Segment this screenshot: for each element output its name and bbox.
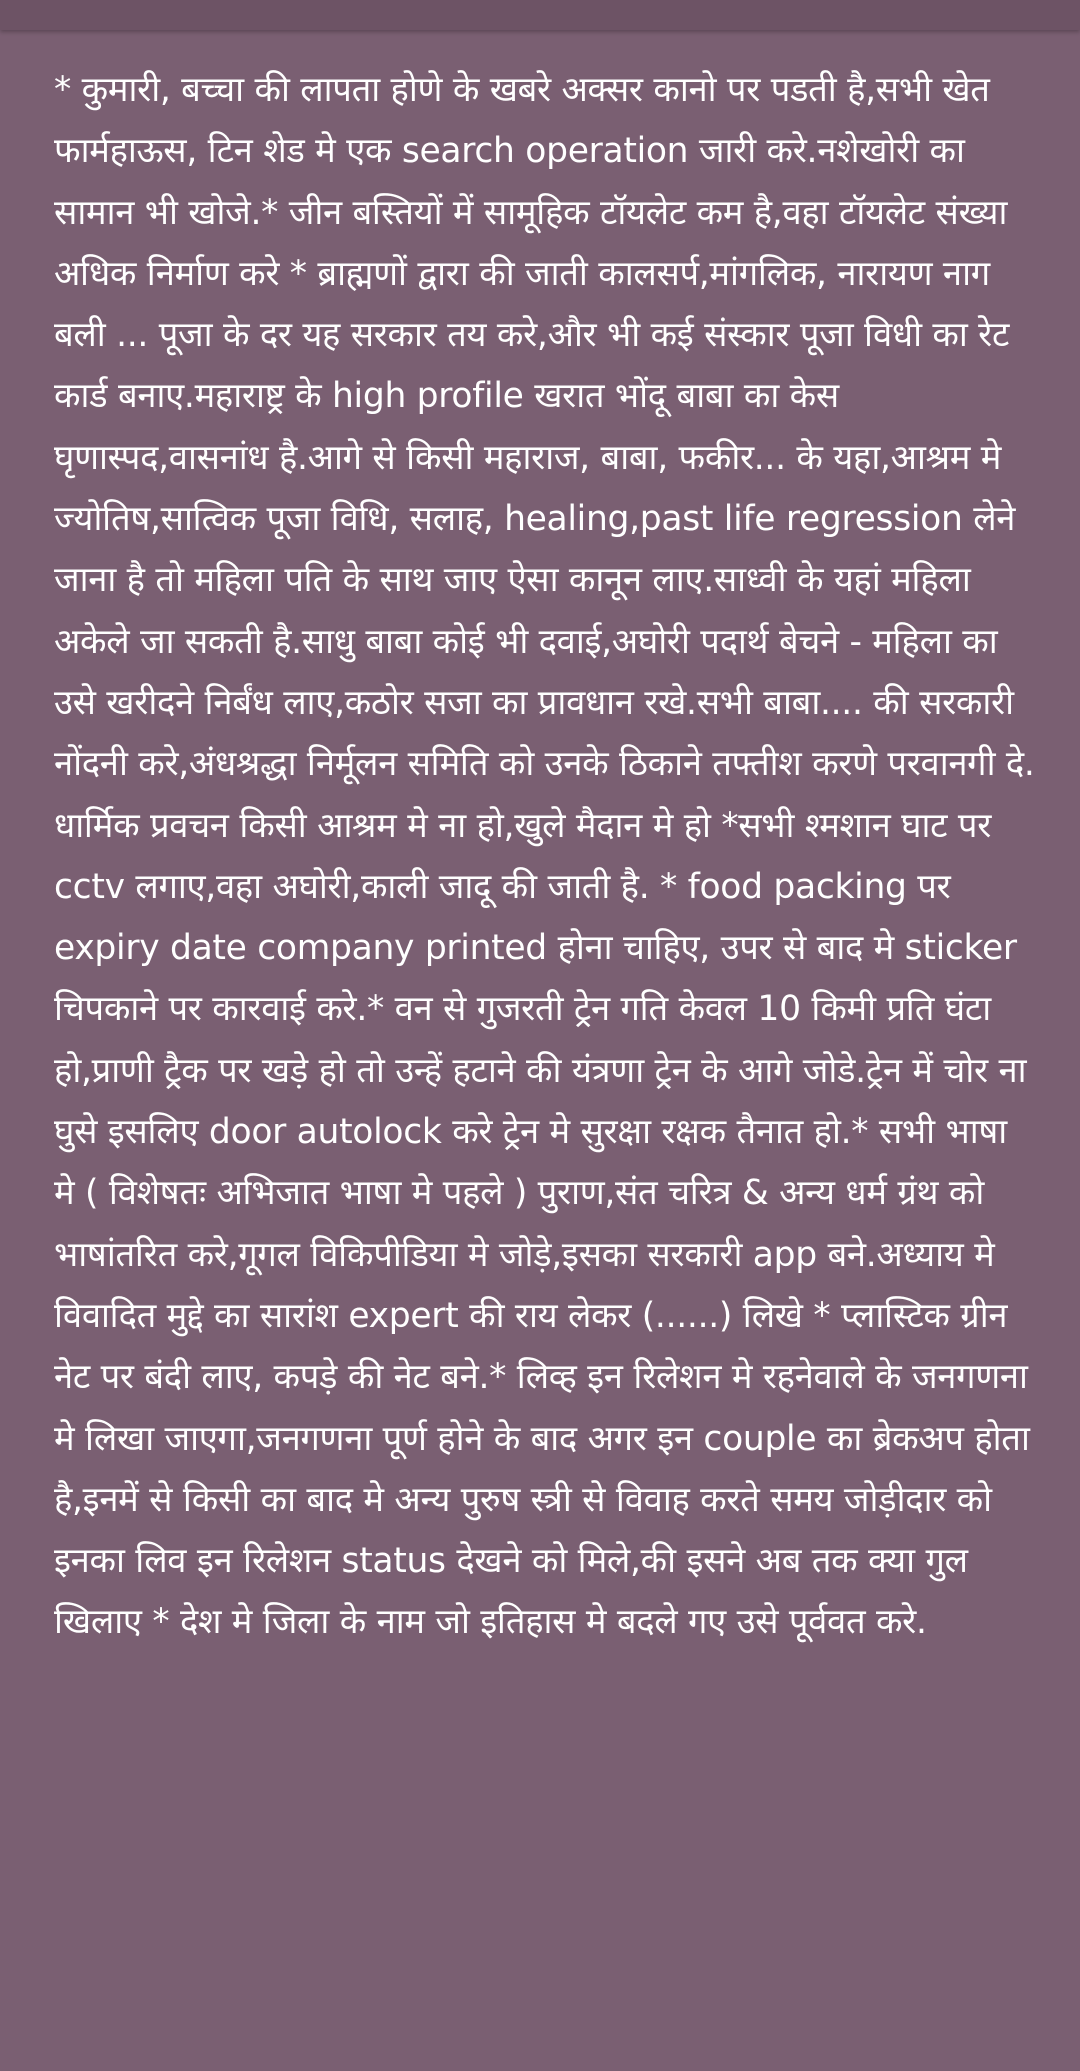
post-text: * कुमारी, बच्चा की लापता होणे के खबरे अक्सर कानो पर पडती है,सभी खेत फार्महाऊस, टिन शेड मे एक search operation जारी करे.नशेखोरी का सामान भी खोजे.* जीन बस्तियों में सामूहिक टॉयलेट कम है,वहा टॉयलेट संख्या अधिक निर्माण करे * ब्राह्मणों द्वारा की जाती कालसर्प,मांगलिक, नारायण नाग बली ... पूजा के दर यह सरकार तय करे,और भी कई संस्कार पूजा विधी का रेट कार्ड बनाए.महाराष्ट्र के high profile खरात भोंदू बाबा का केस घृणास्पद,वासनांध है.आगे से किसी महाराज, बाबा, फकीर... के यहा,आश्रम मे ज्योतिष,सात्विक पूजा विधि, सलाह, healing,past life regression लेने जाना है तो महिला पति के साथ जाए ऐसा कानून लाए.साध्वी के यहां महिला अकेले जा सकती है.साधु बाबा कोई भी दवाई,अघोरी पदार्थ बेचने - महिला का उसे खरीदने निर्बंध लाए,कठोर सजा का प्रावधान रखे.सभी बाबा.... की सरकारी नोंदनी करे,अंधश्रद्धा निर्मूलन समिति को उनके ठिकाने तफ्तीश करणे परवानगी दे. धार्मिक प्रवचन किसी आश्रम मे ना हो,खुले मैदान मे हो *सभी श्मशान घाट पर cctv लगाए,वहा अघोरी,काली जादू की जाती है. * food packing पर expiry date company printed होना चाहिए, उपर से बाद मे sticker चिपकाने पर कारवाई करे.* वन से गुजरती ट्रेन गति केवल 10 किमी प्रति घंटा हो,प्राणी ट्रैक पर खड़े हो तो उन्हें हटाने की यंत्रणा ट्रेन के आगे जोडे.ट्रेन में चोर ना घुसे इसलिए door autolock करे ट्रेन मे सुरक्षा रक्षक तैनात हो.* सभी भाषा मे ( विशेषतः अभिजात भाषा मे पहले ) पुराण,संत चरित्र & अन्य धर्म ग्रंथ को भाषांतरित करे,गूगल विकिपीडिया मे जोड़े,इसका सरकारी app बने.अध्याय मे विवादित मुद्दे का सारांश expert की राय लेकर (......) लिखे * प्लास्टिक ग्रीन नेट पर बंदी लाए, कपड़े की नेट बने.* लिव्ह इन रिलेशन मे रहनेवाले के जनगणना मे लिखा जाएगा,जनगणना पूर्ण होने के बाद अगर इन couple का ब्रेकअप होता है,इनमें से किसी का बाद मे अन्य पुरुष स्त्री से विवाह करते समय जोड़ीदार को इनका लिव इन रिलेशन status देखने को मिले,की इसने अब तक क्या गुल खिलाए * देश मे जिला के नाम जो इतिहास मे बदले गए उसे पूर्ववत करे.: [54, 70, 1035, 1643]
post-text-card: [54, 60, 1036, 2030]
top-bar: [0, 0, 1080, 30]
